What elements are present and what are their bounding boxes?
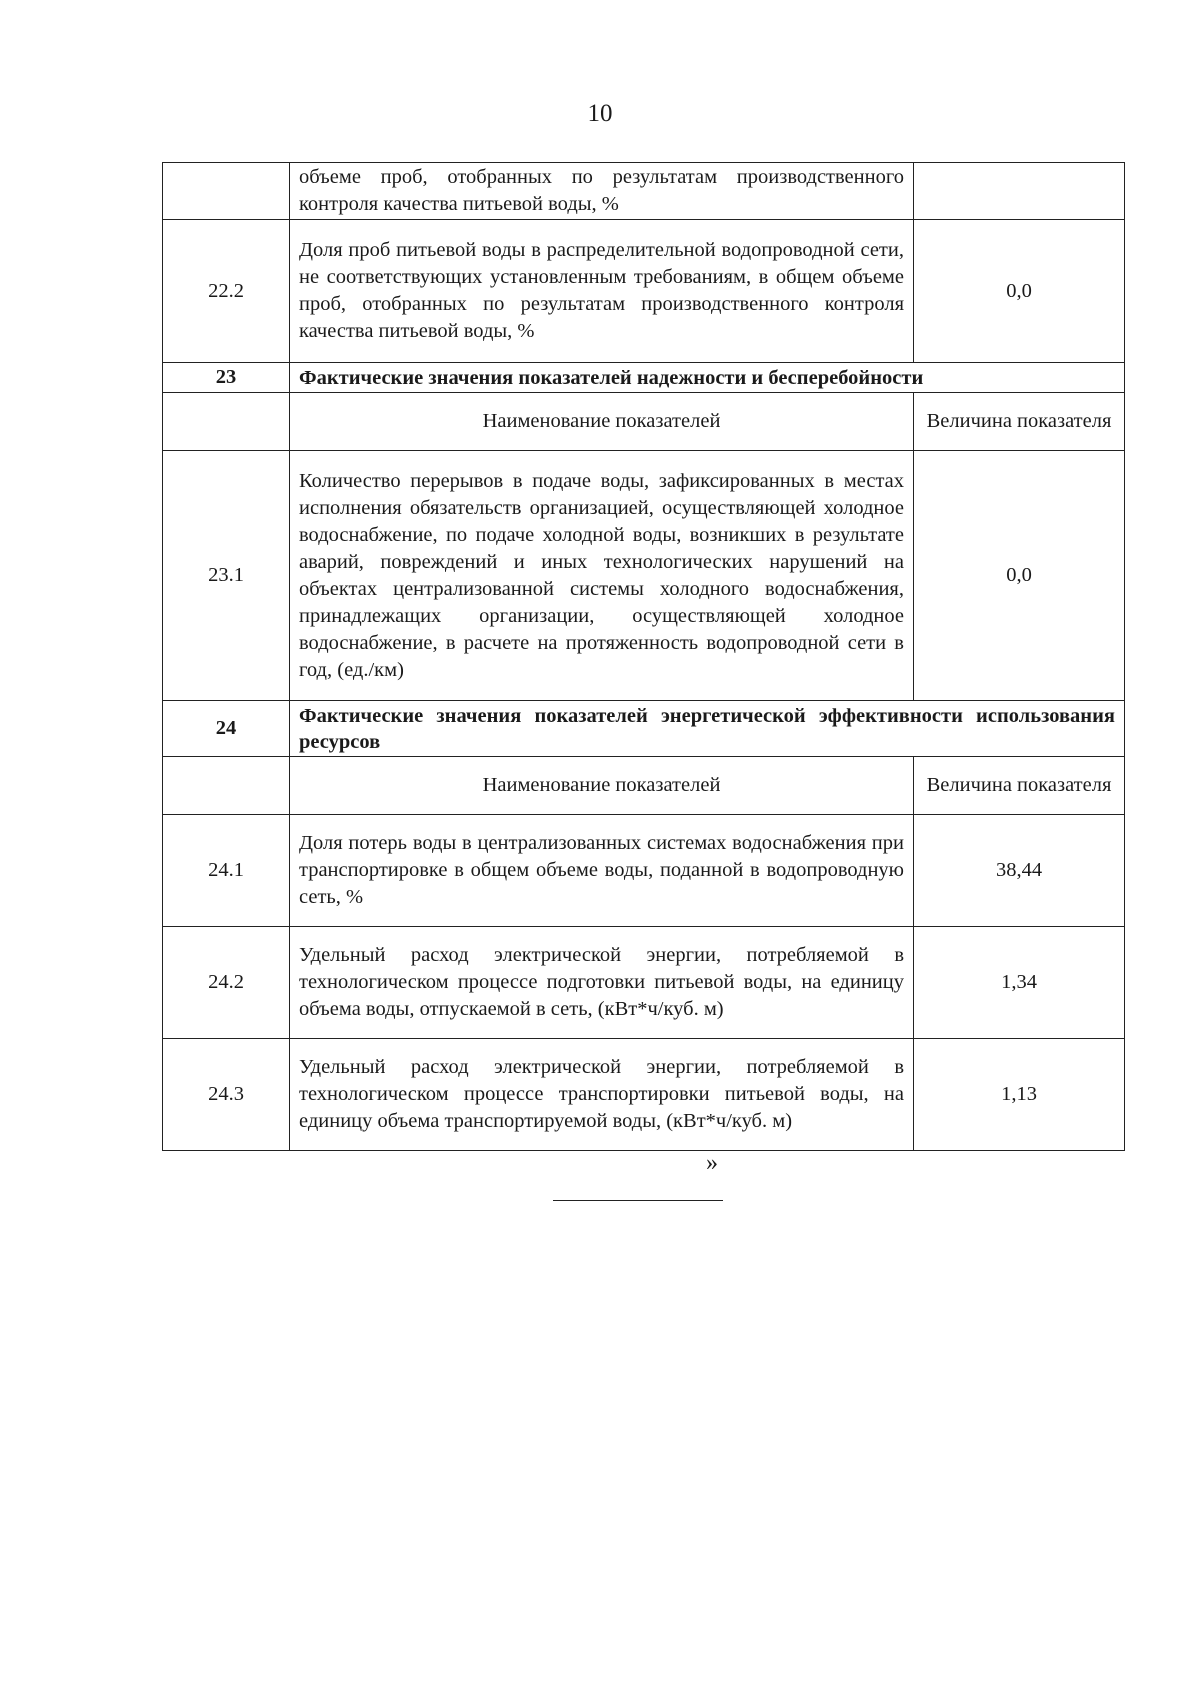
section-title: Фактические значения показателей энергетической эффективности использования ресурсов bbox=[290, 701, 1125, 757]
column-header-row bbox=[163, 393, 1125, 451]
closing-quote: » bbox=[706, 1150, 718, 1176]
indicator-description: Доля потерь воды в централизованных системах водоснабжения при транспортировке в общем объеме воды, поданной в водопроводную сеть, % bbox=[290, 815, 914, 927]
indicator-value: 1,13 bbox=[914, 1039, 1125, 1151]
row-number: 24.1 bbox=[163, 815, 290, 927]
header-empty-cell bbox=[163, 757, 290, 815]
indicator-value: 1,34 bbox=[914, 927, 1125, 1039]
indicator-description: Количество перерывов в подаче воды, зафиксированных в местах исполнения обязательств организацией, осуществляющей холодное водоснабжение, по подаче холодной воды, возникших в результате аварий, повреждений и иных технологических нарушений на объектах централизованной системы холодного водоснабжения, принадлежащих организации, осуществляющей холодное водоснабжение, в расчете на протяженность водопроводной сети в год, (ед./км) bbox=[290, 451, 914, 701]
indicator-description: Доля проб питьевой воды в распределительной водопроводной сети, не соответствующих установленным требованиям, в общем объеме проб, отобранных по результатам производственного контроля качества питьевой воды, % bbox=[290, 220, 914, 363]
section-row bbox=[163, 701, 1125, 757]
column-header-name: Наименование показателей bbox=[290, 757, 914, 815]
column-header-row bbox=[163, 757, 1125, 815]
row-number: 23.1 bbox=[163, 451, 290, 701]
indicator-value: 38,44 bbox=[914, 815, 1125, 927]
indicator-value: 0,0 bbox=[914, 451, 1125, 701]
table-row bbox=[163, 815, 1125, 927]
row-number bbox=[163, 163, 290, 220]
indicator-description: объеме проб, отобранных по результатам производственного контроля качества питьевой воды, % bbox=[290, 163, 914, 220]
column-header-name: Наименование показателей bbox=[290, 393, 914, 451]
column-header-value: Величина показателя bbox=[914, 757, 1125, 815]
section-number: 24 bbox=[163, 701, 290, 757]
indicator-value bbox=[914, 163, 1125, 220]
section-row bbox=[163, 363, 1125, 393]
section-title: Фактические значения показателей надежности и бесперебойности bbox=[290, 363, 1125, 393]
table-row bbox=[163, 1039, 1125, 1151]
table-row bbox=[163, 927, 1125, 1039]
column-header-value: Величина показателя bbox=[914, 393, 1125, 451]
indicator-description: Удельный расход электрической энергии, потребляемой в технологическом процессе транспортировки питьевой воды, на единицу объема транспортируемой воды, (кВт*ч/куб. м) bbox=[290, 1039, 914, 1151]
section-number: 23 bbox=[163, 363, 290, 393]
indicators-table bbox=[162, 162, 1125, 1151]
table-row bbox=[163, 451, 1125, 701]
table-row bbox=[163, 163, 1125, 220]
row-number: 24.2 bbox=[163, 927, 290, 1039]
row-number: 24.3 bbox=[163, 1039, 290, 1151]
indicator-description: Удельный расход электрической энергии, потребляемой в технологическом процессе подготовки питьевой воды, на единицу объема воды, отпускаемой в сеть, (кВт*ч/куб. м) bbox=[290, 927, 914, 1039]
header-empty-cell bbox=[163, 393, 290, 451]
row-number: 22.2 bbox=[163, 220, 290, 363]
page-number: 10 bbox=[587, 100, 613, 127]
end-rule bbox=[553, 1200, 723, 1201]
table-row bbox=[163, 220, 1125, 363]
indicator-value: 0,0 bbox=[914, 220, 1125, 363]
